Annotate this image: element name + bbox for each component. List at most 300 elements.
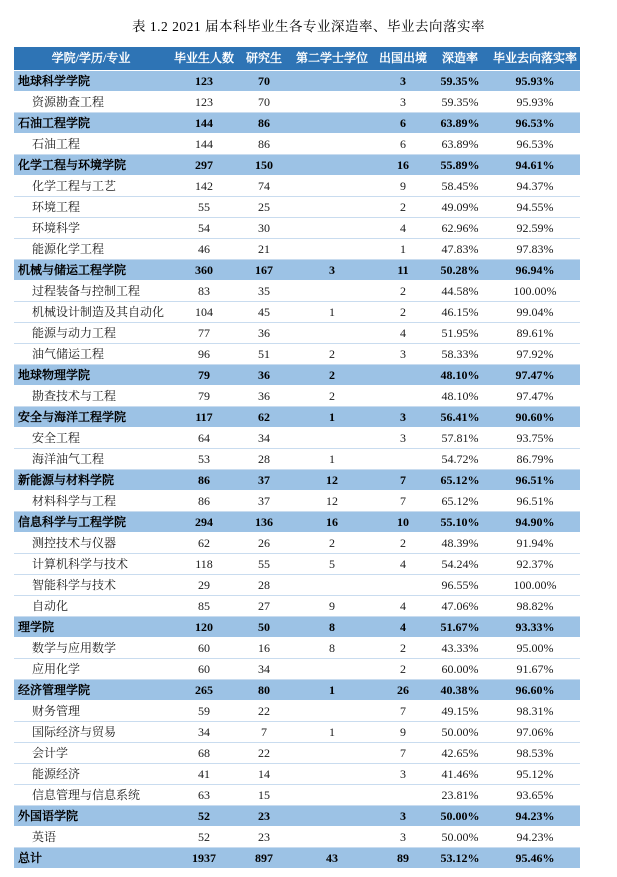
- cell-graduates: 52: [198, 809, 210, 823]
- cell-second-degree: 3: [329, 263, 335, 277]
- cell-abroad: 7: [400, 704, 406, 718]
- cell-graduates: 360: [195, 263, 213, 277]
- cell-second-degree: 43: [326, 851, 338, 865]
- cell-abroad: 3: [400, 410, 406, 424]
- cell-further-study-rate: 50.00%: [441, 725, 479, 739]
- cell-further-study-rate: 47.83%: [441, 242, 479, 256]
- cell-postgraduate: 35: [258, 284, 270, 298]
- cell-second-degree: [288, 785, 376, 806]
- cell-further-study-rate: 40.38%: [440, 683, 480, 697]
- cell-employment-rate: 98.82%: [516, 599, 554, 613]
- row-label: 地球物理学院: [18, 368, 91, 382]
- col-header-second-degree: 第二学士学位: [288, 47, 376, 71]
- cell-further-study-rate: 58.33%: [441, 347, 479, 361]
- cell-graduates: 123: [195, 74, 213, 88]
- table-row-college: [14, 512, 580, 533]
- table-row-major: [14, 554, 580, 575]
- cell-second-degree: [288, 428, 376, 449]
- row-label: 勘查技术与工程: [32, 389, 117, 403]
- table-row-college: [14, 71, 580, 92]
- cell-employment-rate: 91.67%: [516, 662, 554, 676]
- cell-postgraduate: 74: [258, 179, 270, 193]
- table-row-college: [14, 617, 580, 638]
- cell-abroad: [376, 785, 430, 806]
- cell-graduates: 104: [195, 305, 213, 319]
- table-row-major: [14, 302, 580, 323]
- table-row-major: [14, 596, 580, 617]
- cell-further-study-rate: 58.45%: [441, 179, 479, 193]
- cell-further-study-rate: 65.12%: [441, 494, 479, 508]
- cell-postgraduate: 28: [258, 452, 270, 466]
- cell-further-study-rate: 48.10%: [441, 389, 479, 403]
- cell-graduates: 60: [198, 641, 210, 655]
- col-header-further-study-rate: 深造率: [430, 47, 490, 71]
- row-label: 安全与海洋工程学院: [18, 410, 127, 424]
- cell-postgraduate: 70: [258, 95, 270, 109]
- row-label: 英语: [32, 830, 57, 844]
- cell-employment-rate: 93.65%: [516, 788, 554, 802]
- cell-second-degree: [288, 239, 376, 260]
- cell-postgraduate: 50: [258, 620, 270, 634]
- table-row-major: [14, 722, 580, 743]
- cell-graduates: 83: [198, 284, 210, 298]
- cell-abroad: 2: [400, 536, 406, 550]
- cell-second-degree: [288, 92, 376, 113]
- cell-employment-rate: 94.23%: [516, 830, 554, 844]
- cell-abroad: 7: [400, 746, 406, 760]
- row-label: 计算机科学与技术: [32, 557, 129, 571]
- table-row-major: [14, 239, 580, 260]
- cell-further-study-rate: 63.89%: [441, 137, 479, 151]
- cell-postgraduate: 27: [258, 599, 270, 613]
- table-row-major: [14, 638, 580, 659]
- cell-graduates: 54: [198, 221, 210, 235]
- cell-postgraduate: 21: [258, 242, 270, 256]
- cell-second-degree: 2: [329, 389, 335, 403]
- cell-further-study-rate: 51.95%: [441, 326, 479, 340]
- cell-abroad: 6: [400, 116, 406, 130]
- cell-abroad: 3: [400, 347, 406, 361]
- cell-further-study-rate: 50.00%: [441, 830, 479, 844]
- cell-employment-rate: 90.60%: [515, 410, 555, 424]
- cell-abroad: 16: [397, 158, 409, 172]
- cell-employment-rate: 100.00%: [513, 578, 557, 592]
- cell-second-degree: 1: [329, 305, 335, 319]
- cell-second-degree: 2: [329, 347, 335, 361]
- cell-graduates: 297: [195, 158, 213, 172]
- cell-further-study-rate: 55.89%: [440, 158, 480, 172]
- row-label: 机械与储运工程学院: [18, 263, 127, 277]
- cell-further-study-rate: 49.09%: [441, 200, 479, 214]
- row-label: 环境工程: [32, 200, 81, 214]
- cell-graduates: 144: [195, 137, 213, 151]
- cell-further-study-rate: 59.35%: [440, 74, 480, 88]
- cell-employment-rate: 95.93%: [515, 74, 555, 88]
- table-row-major: [14, 218, 580, 239]
- cell-employment-rate: 94.61%: [515, 158, 555, 172]
- cell-postgraduate: 22: [258, 704, 270, 718]
- cell-abroad: 2: [400, 641, 406, 655]
- cell-employment-rate: 95.00%: [516, 641, 554, 655]
- cell-further-study-rate: 63.89%: [440, 116, 480, 130]
- cell-employment-rate: 96.51%: [516, 494, 554, 508]
- table-row-major: [14, 701, 580, 722]
- cell-employment-rate: 96.53%: [516, 137, 554, 151]
- cell-employment-rate: 96.51%: [515, 473, 555, 487]
- cell-postgraduate: 150: [255, 158, 273, 172]
- cell-postgraduate: 16: [258, 641, 270, 655]
- cell-postgraduate: 28: [258, 578, 270, 592]
- cell-postgraduate: 36: [258, 326, 270, 340]
- table-row-major: [14, 575, 580, 596]
- cell-second-degree: [288, 806, 376, 827]
- cell-further-study-rate: 54.24%: [441, 557, 479, 571]
- cell-postgraduate: 45: [258, 305, 270, 319]
- cell-employment-rate: 91.94%: [516, 536, 554, 550]
- row-label: 信息管理与信息系统: [32, 788, 141, 802]
- row-label: 安全工程: [32, 431, 81, 445]
- cell-postgraduate: 37: [258, 473, 270, 487]
- cell-further-study-rate: 65.12%: [440, 473, 480, 487]
- cell-second-degree: [288, 71, 376, 92]
- cell-graduates: 265: [195, 683, 213, 697]
- cell-second-degree: [288, 827, 376, 848]
- cell-second-degree: 5: [329, 557, 335, 571]
- cell-graduates: 77: [198, 326, 210, 340]
- table-row-total: [14, 848, 580, 869]
- row-label: 智能科学与技术: [32, 578, 117, 592]
- row-label: 财务管理: [32, 704, 81, 718]
- cell-second-degree: 1: [329, 452, 335, 466]
- cell-employment-rate: 95.12%: [516, 767, 554, 781]
- cell-employment-rate: 93.33%: [515, 620, 555, 634]
- table-row-major: [14, 785, 580, 806]
- cell-employment-rate: 96.60%: [515, 683, 555, 697]
- cell-employment-rate: 94.23%: [515, 809, 555, 823]
- cell-further-study-rate: 60.00%: [441, 662, 479, 676]
- cell-second-degree: [288, 197, 376, 218]
- cell-abroad: 26: [397, 683, 409, 697]
- header-row: [14, 47, 580, 71]
- row-label: 新能源与材料学院: [18, 473, 115, 487]
- cell-postgraduate: 14: [258, 767, 270, 781]
- cell-abroad: 2: [400, 284, 406, 298]
- cell-further-study-rate: 51.67%: [440, 620, 480, 634]
- cell-employment-rate: 100.00%: [513, 284, 557, 298]
- cell-graduates: 55: [198, 200, 210, 214]
- cell-graduates: 29: [198, 578, 210, 592]
- cell-employment-rate: 95.46%: [515, 851, 555, 865]
- cell-postgraduate: 15: [258, 788, 270, 802]
- cell-graduates: 52: [198, 830, 210, 844]
- table-row-major: [14, 134, 580, 155]
- row-label: 自动化: [32, 599, 69, 613]
- row-label: 材料科学与工程: [32, 494, 117, 508]
- cell-further-study-rate: 53.12%: [440, 851, 480, 865]
- cell-abroad: 2: [400, 662, 406, 676]
- cell-graduates: 46: [198, 242, 210, 256]
- cell-postgraduate: 36: [258, 389, 270, 403]
- cell-second-degree: 1: [329, 410, 335, 424]
- table-row-college: [14, 113, 580, 134]
- cell-further-study-rate: 48.10%: [440, 368, 480, 382]
- cell-further-study-rate: 48.39%: [441, 536, 479, 550]
- cell-graduates: 62: [198, 536, 210, 550]
- table-row-major: [14, 386, 580, 407]
- cell-employment-rate: 96.53%: [515, 116, 555, 130]
- cell-second-degree: [288, 281, 376, 302]
- cell-further-study-rate: 56.41%: [440, 410, 480, 424]
- cell-abroad: 7: [400, 473, 406, 487]
- cell-postgraduate: 7: [261, 725, 267, 739]
- cell-second-degree: [288, 659, 376, 680]
- cell-second-degree: [288, 113, 376, 134]
- cell-graduates: 118: [195, 557, 213, 571]
- cell-employment-rate: 98.53%: [516, 746, 554, 760]
- cell-second-degree: [288, 701, 376, 722]
- col-header-employment-rate: 毕业去向落实率: [490, 47, 580, 71]
- cell-graduates: 59: [198, 704, 210, 718]
- row-label: 能源化学工程: [32, 242, 105, 256]
- cell-abroad: [376, 365, 430, 386]
- row-label: 理学院: [18, 620, 55, 634]
- cell-further-study-rate: 96.55%: [441, 578, 479, 592]
- col-header-college-major: 学院/学历/专业: [14, 47, 168, 71]
- cell-employment-rate: 96.94%: [515, 263, 555, 277]
- cell-second-degree: 12: [326, 494, 338, 508]
- cell-further-study-rate: 62.96%: [441, 221, 479, 235]
- table-row-major: [14, 533, 580, 554]
- cell-second-degree: [288, 743, 376, 764]
- cell-second-degree: 12: [326, 473, 338, 487]
- cell-further-study-rate: 46.15%: [441, 305, 479, 319]
- row-label: 能源与动力工程: [32, 326, 117, 340]
- cell-postgraduate: 37: [258, 494, 270, 508]
- cell-postgraduate: 34: [258, 431, 270, 445]
- table-row-major: [14, 449, 580, 470]
- cell-abroad: 9: [400, 179, 406, 193]
- cell-graduates: 79: [198, 368, 210, 382]
- cell-employment-rate: 89.61%: [516, 326, 554, 340]
- cell-postgraduate: 136: [255, 515, 273, 529]
- col-header-abroad: 出国出境: [376, 47, 430, 71]
- cell-abroad: 4: [400, 599, 406, 613]
- table-row-college: [14, 680, 580, 701]
- cell-second-degree: 1: [329, 683, 335, 697]
- cell-second-degree: [288, 176, 376, 197]
- cell-further-study-rate: 42.65%: [441, 746, 479, 760]
- row-label: 机械设计制造及其自动化: [32, 305, 165, 319]
- cell-graduates: 123: [195, 95, 213, 109]
- cell-employment-rate: 92.37%: [516, 557, 554, 571]
- cell-postgraduate: 62: [258, 410, 270, 424]
- cell-graduates: 63: [198, 788, 210, 802]
- cell-graduates: 60: [198, 662, 210, 676]
- row-label: 油气储运工程: [32, 347, 105, 361]
- row-label: 化学工程与工艺: [32, 179, 117, 193]
- cell-second-degree: [288, 323, 376, 344]
- table-row-major: [14, 197, 580, 218]
- row-label: 资源勘查工程: [32, 95, 105, 109]
- cell-employment-rate: 94.55%: [516, 200, 554, 214]
- cell-postgraduate: 26: [258, 536, 270, 550]
- table-row-major: [14, 428, 580, 449]
- cell-further-study-rate: 55.10%: [440, 515, 480, 529]
- cell-abroad: 9: [400, 725, 406, 739]
- cell-postgraduate: 55: [258, 557, 270, 571]
- cell-employment-rate: 98.31%: [516, 704, 554, 718]
- cell-second-degree: 16: [326, 515, 338, 529]
- cell-postgraduate: 30: [258, 221, 270, 235]
- cell-abroad: 6: [400, 137, 406, 151]
- table-row-major: [14, 659, 580, 680]
- cell-postgraduate: 23: [258, 809, 270, 823]
- cell-postgraduate: 36: [258, 368, 270, 382]
- cell-graduates: 144: [195, 116, 213, 130]
- cell-postgraduate: 86: [258, 137, 270, 151]
- cell-further-study-rate: 50.28%: [440, 263, 480, 277]
- cell-second-degree: 2: [329, 536, 335, 550]
- cell-graduates: 85: [198, 599, 210, 613]
- cell-abroad: 4: [400, 326, 406, 340]
- cell-postgraduate: 25: [258, 200, 270, 214]
- cell-second-degree: [288, 764, 376, 785]
- cell-postgraduate: 86: [258, 116, 270, 130]
- table-row-college: [14, 155, 580, 176]
- cell-postgraduate: 897: [255, 851, 273, 865]
- cell-graduates: 64: [198, 431, 210, 445]
- cell-abroad: [376, 575, 430, 596]
- cell-abroad: [376, 386, 430, 407]
- cell-graduates: 1937: [192, 851, 216, 865]
- cell-abroad: 89: [397, 851, 409, 865]
- row-label: 测控技术与仪器: [32, 536, 117, 550]
- cell-employment-rate: 97.47%: [516, 389, 554, 403]
- cell-second-degree: 8: [329, 641, 335, 655]
- row-label: 过程装备与控制工程: [32, 284, 141, 298]
- table-row-major: [14, 491, 580, 512]
- row-label: 地球科学学院: [18, 74, 91, 88]
- cell-employment-rate: 95.93%: [516, 95, 554, 109]
- cell-abroad: [376, 449, 430, 470]
- row-label: 化学工程与环境学院: [18, 158, 127, 172]
- cell-graduates: 86: [198, 473, 210, 487]
- row-label: 能源经济: [32, 767, 81, 781]
- cell-further-study-rate: 49.15%: [441, 704, 479, 718]
- cell-postgraduate: 34: [258, 662, 270, 676]
- cell-employment-rate: 93.75%: [516, 431, 554, 445]
- table-row-major: [14, 344, 580, 365]
- row-label: 应用化学: [32, 662, 81, 676]
- table-row-college: [14, 470, 580, 491]
- cell-further-study-rate: 57.81%: [441, 431, 479, 445]
- cell-graduates: 117: [195, 410, 213, 424]
- cell-second-degree: 1: [329, 725, 335, 739]
- cell-abroad: 10: [397, 515, 409, 529]
- cell-postgraduate: 167: [255, 263, 273, 277]
- cell-further-study-rate: 59.35%: [441, 95, 479, 109]
- cell-abroad: 4: [400, 620, 406, 634]
- cell-graduates: 53: [198, 452, 210, 466]
- cell-further-study-rate: 43.33%: [441, 641, 479, 655]
- cell-graduates: 68: [198, 746, 210, 760]
- row-label: 信息科学与工程学院: [18, 515, 127, 529]
- table-row-major: [14, 743, 580, 764]
- cell-further-study-rate: 50.00%: [440, 809, 480, 823]
- cell-abroad: 4: [400, 557, 406, 571]
- cell-employment-rate: 97.92%: [516, 347, 554, 361]
- cell-employment-rate: 97.06%: [516, 725, 554, 739]
- cell-employment-rate: 94.37%: [516, 179, 554, 193]
- row-label: 经济管理学院: [18, 683, 91, 697]
- cell-second-degree: [288, 155, 376, 176]
- table-row-college: [14, 806, 580, 827]
- row-label: 会计学: [32, 746, 69, 760]
- cell-abroad: 3: [400, 830, 406, 844]
- cell-graduates: 294: [195, 515, 213, 529]
- col-header-graduates: 毕业生人数: [168, 47, 240, 71]
- cell-second-degree: 2: [329, 368, 335, 382]
- cell-abroad: 2: [400, 305, 406, 319]
- cell-abroad: 2: [400, 200, 406, 214]
- cell-graduates: 79: [198, 389, 210, 403]
- cell-employment-rate: 94.90%: [515, 515, 555, 529]
- cell-second-degree: [288, 134, 376, 155]
- cell-employment-rate: 86.79%: [516, 452, 554, 466]
- cell-graduates: 41: [198, 767, 210, 781]
- table-row-major: [14, 281, 580, 302]
- cell-second-degree: [288, 218, 376, 239]
- table-row-major: [14, 323, 580, 344]
- cell-employment-rate: 97.83%: [516, 242, 554, 256]
- cell-graduates: 34: [198, 725, 210, 739]
- graduates-table: [14, 47, 580, 869]
- cell-graduates: 120: [195, 620, 213, 634]
- cell-abroad: 3: [400, 74, 406, 88]
- row-label: 石油工程学院: [18, 116, 91, 130]
- row-label: 外国语学院: [18, 809, 79, 823]
- cell-abroad: 7: [400, 494, 406, 508]
- cell-postgraduate: 23: [258, 830, 270, 844]
- cell-further-study-rate: 41.46%: [441, 767, 479, 781]
- row-label: 石油工程: [32, 137, 81, 151]
- cell-abroad: 3: [400, 767, 406, 781]
- table-body: [14, 71, 580, 869]
- cell-graduates: 86: [198, 494, 210, 508]
- table-row-college: [14, 260, 580, 281]
- cell-postgraduate: 51: [258, 347, 270, 361]
- table-row-college: [14, 365, 580, 386]
- cell-abroad: 3: [400, 95, 406, 109]
- table-row-major: [14, 764, 580, 785]
- table-title: 表 1.2 2021 届本科毕业生各专业深造率、毕业去向落实率: [132, 19, 485, 34]
- table-row-major: [14, 176, 580, 197]
- cell-abroad: 11: [397, 263, 409, 277]
- cell-further-study-rate: 44.58%: [441, 284, 479, 298]
- table-row-major: [14, 827, 580, 848]
- cell-abroad: 3: [400, 431, 406, 445]
- row-label: 国际经济与贸易: [32, 725, 117, 739]
- cell-employment-rate: 92.59%: [516, 221, 554, 235]
- cell-abroad: 1: [400, 242, 406, 256]
- cell-further-study-rate: 54.72%: [441, 452, 479, 466]
- row-label: 海洋油气工程: [32, 452, 105, 466]
- cell-further-study-rate: 23.81%: [441, 788, 479, 802]
- cell-abroad: 4: [400, 221, 406, 235]
- table-row-major: [14, 92, 580, 113]
- cell-employment-rate: 97.47%: [515, 368, 555, 382]
- row-label: 环境科学: [32, 221, 81, 235]
